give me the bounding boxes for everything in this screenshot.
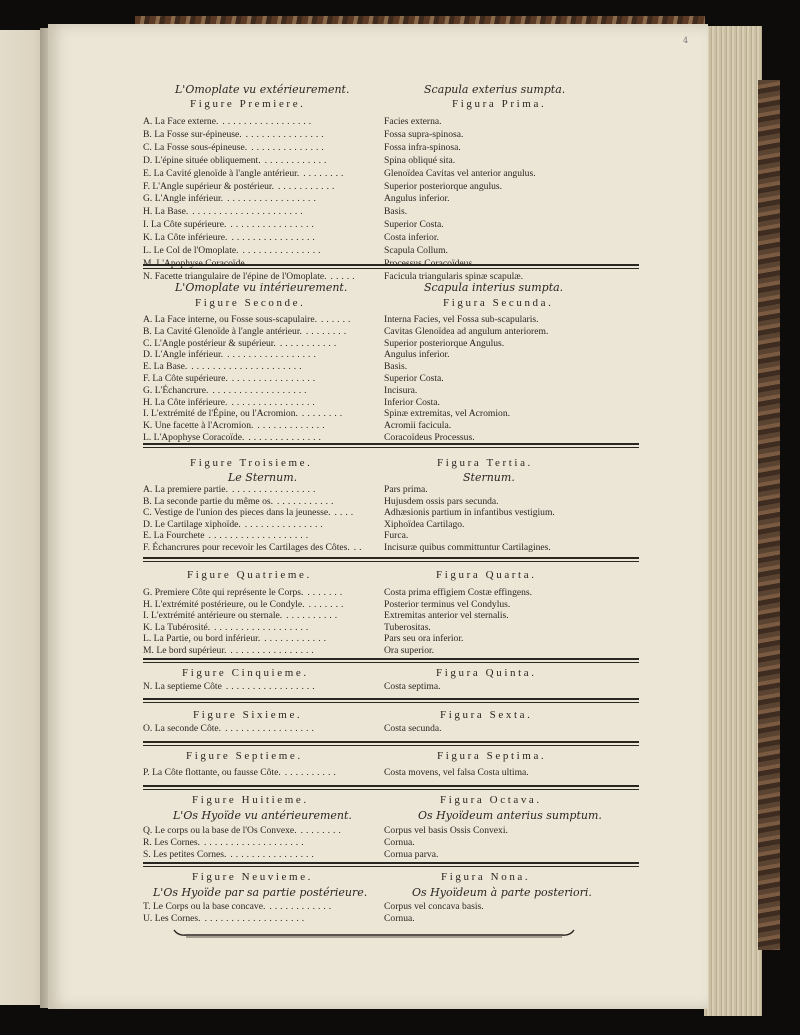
dot-leader: ................ [230,645,317,656]
french-entry: G. L'Angle inférieur. [143,193,224,205]
french-entry: I. La Côte supérieure. [143,219,227,231]
french-entry: N. Facette triangulaire de l'épine de l'Omoplate. [143,270,327,282]
dot-leader: .................. [212,384,310,396]
legend-row [143,723,575,736]
dot-leader: ..... [330,270,358,282]
figure-title-french: Figure Cinquieme. [182,667,309,679]
latin-entry: Acromii facicula. [384,420,452,432]
dot-leader: ........... [279,337,340,349]
french-entry: Q. Le corps ou la base de l'Os Convexe. [143,825,297,836]
latin-entry: Cornua. [384,912,415,924]
french-entry: F. L'Angle supérieur & postérieur. [143,180,274,192]
latin-entry: Superior Costa. [384,373,444,384]
french-entry: B. La Fosse sur-épineuse. [143,128,242,140]
dot-leader: ................ [231,373,319,384]
dot-leader: ............ [269,901,335,912]
latin-entry: Fossa infra-spinosa. [384,141,461,153]
figure-title-latin: Figura Septima. [437,750,547,762]
french-entry: B. La seconde partie du même os. [143,495,274,507]
latin-entry: Corpus vel basis Ossis Convexi. [384,825,508,836]
latin-entry: Hujusdem ossis pars secunda. [384,495,499,507]
latin-entry: Posterior terminus vel Condylus. [384,598,511,610]
legend-row [143,542,575,555]
legend-row [143,219,575,232]
latin-entry: Facies externa. [384,116,442,127]
page-number: 4 [683,36,689,45]
book-cover-edge [758,80,780,950]
figure-title-french: Figure Huitieme. [192,794,309,806]
french-entry: D. L'Angle inférieur. [143,349,224,361]
subtitle-french: L'Os Hyoïde par sa partie postérieure. [153,886,368,899]
french-entry: D. Le Cartilage xiphoïde. [143,518,241,530]
latin-entry: Scapula Collum. [384,245,448,256]
closing-ornament [172,928,576,940]
latin-entry: Facicula triangularis spinæ scapulæ. [384,270,524,282]
french-entry: E. La Fourchete [143,530,205,542]
dot-leader: ................ [231,232,318,244]
figure-title-french: Figure Seconde. [195,297,306,309]
section-divider [143,443,639,448]
latin-entry: Angulus inferior. [384,349,450,361]
dot-leader: .................. [214,621,312,633]
latin-entry: Basis. [384,206,408,218]
dot-leader: .......... [286,610,341,622]
legend-row [143,232,575,245]
dot-leader: ................ [230,848,317,860]
figure-title-latin: Figura Octava. [440,794,542,806]
legend-row [143,155,575,168]
latin-entry: Inferior Costa. [384,396,440,408]
french-entry: O. La seconde Côte. [143,723,222,734]
french-entry: G. L'Échancrure. [143,384,209,396]
dot-leader: ................... [208,530,312,542]
section-divider [143,785,639,790]
dot-leader: ............... [244,518,326,530]
latin-entry: Cornua. [384,836,415,848]
latin-entry: Incisura. [384,384,418,396]
dot-leader: ..................... [191,361,305,373]
french-entry: L. L'Apophyse Coracoïde. [143,432,245,443]
figure-title-latin: Figura Nona. [441,871,531,883]
french-entry: H. La Base. [143,206,189,218]
section-divider [143,658,639,663]
legend-row [143,181,575,194]
latin-entry: Angulus inferior. [384,193,450,205]
french-entry: A. La Face externe. [143,116,219,127]
french-entry: M. Le bord supérieur. [143,645,227,656]
dot-leader: ........ [303,167,347,179]
french-entry: K. La Tubérosité. [143,621,211,633]
french-entry: P. La Côte flottante, ou fausse Côte. [143,767,281,778]
dot-leader: .............. [248,432,324,443]
dot-leader: .......... [284,767,339,778]
french-entry: D. L'épine située obliquement. [143,154,261,166]
french-entry: C. La Fosse sous-épineuse. [143,141,248,153]
latin-entry: Costa prima effigiem Costæ effingens. [384,587,533,598]
figure-title-latin: Figura Quinta. [436,667,537,679]
legend-row [143,142,575,155]
dot-leader: ................. [222,116,315,127]
figure-title-latin: Figura Tertia. [437,457,533,469]
subtitle-latin: Scapula exterius sumpta. [424,83,566,96]
legend-row [143,849,575,862]
figure-title-french: Figure Troisieme. [190,457,313,469]
latin-entry: Superior Costa. [384,219,444,231]
legend-row [143,913,575,926]
figure-title-latin: Figura Sexta. [440,709,533,721]
dot-leader: ........ [301,408,346,420]
latin-entry: Ora superior. [384,645,435,656]
french-entry: M. L'Apophyse Coracoïde. [143,257,248,269]
french-entry: I. L'extrémité antérieure ou sternale. [143,610,283,622]
latin-entry: Extremitas anterior vel sternalis. [384,610,509,622]
french-entry: N. La septieme Côte [143,681,222,692]
french-entry: F. La Côte supérieure. [143,373,228,384]
latin-entry: Incisuræ quibus committuntur Cartilagines. [384,542,551,553]
legend-row [143,767,575,780]
legend-row [143,116,575,129]
subtitle-latin: Os Hyoïdeum à parte posteriori. [412,886,592,899]
section-divider [143,264,639,269]
french-entry: G. Premiere Côte qui représente le Corps. [143,587,304,598]
french-entry: K. Une facette à l'Acromion. [143,420,254,432]
dot-leader: ............. [257,420,328,432]
dot-leader: ................... [204,912,308,924]
figure-title-french: Figure Premiere. [190,98,306,110]
dot-leader: ............ [264,154,330,166]
french-entry: H. L'extrémité postérieure, ou le Condyle. [143,598,305,610]
french-entry: B. La Cavité Glenoïde à l'angle antérieur. [143,325,302,337]
latin-entry: Costa movens, vel falsa Costa ultima. [384,767,529,778]
legend-row [143,245,575,258]
subtitle-latin: Os Hyoïdeum anterius sumptum. [418,809,602,822]
legend-row [143,168,575,181]
latin-entry: Costa inferior. [384,232,439,244]
french-entry: R. Les Cornes. [143,836,201,848]
figure-title-french: Figure Quatrieme. [187,569,312,581]
page-stack-edge [704,26,762,1016]
latin-entry: Fossa supra-spinosa. [384,128,464,140]
latin-entry: Superior posteriorque Angulus. [384,337,505,349]
latin-entry: Spina obliqué sita. [384,154,456,166]
dot-leader: ................. [225,723,317,734]
subtitle-french: L'Omoplate vu extérieurement. [175,83,350,96]
legend-row [143,193,575,206]
section-divider [143,862,639,867]
dot-leader: .............. [251,141,327,153]
latin-entry: Processus Coracoïdeus. [384,257,475,269]
section-divider [143,557,639,562]
legend-row [143,645,575,658]
latin-entry: Furca. [384,530,409,542]
latin-entry: Interna Facies, vel Fossa sub-scapularis. [384,314,539,325]
dot-leader: ................ [231,396,318,408]
dot-leader: ..................... [192,206,306,218]
figure-title-latin: Figura Secunda. [443,297,554,309]
latin-entry: Adhæsionis partium in infantibus vestigium. [384,507,555,519]
dot-leader: ........... [277,495,337,507]
dot-leader: ................ [231,484,319,495]
dot-leader: ............... [242,245,324,256]
latin-entry: Tuberositas. [384,621,431,633]
french-entry: C. Vestige de l'union des pieces dans la jeunesse. [143,507,331,519]
french-entry: L. La Partie, ou bord inférieur. [143,633,261,645]
dot-leader: ....... [308,598,347,610]
french-entry: I. L'extrémité de l'Épine, ou l'Acromion. [143,408,298,420]
legend-row [143,681,575,694]
latin-entry: Spinæ extremitas, vel Acromion. [384,408,511,420]
dot-leader: ................... [204,836,307,848]
figure-title-french: Figure Sixieme. [193,709,303,721]
french-entry: F. Échancrures pour recevoir les Cartilages des Côtes. [143,542,350,553]
french-entry: L. Le Col de l'Omoplate. [143,245,239,256]
latin-entry: Corpus vel concava basis. [384,901,484,912]
dot-leader: ................. [227,193,319,205]
french-entry: C. L'Angle postérieur & supérieur. [143,337,276,349]
dot-leader: ................ [230,219,317,231]
french-entry: T. Le Corps ou la base concave. [143,901,266,912]
french-entry: E. La Cavité glenoïde à l'angle antérieur. [143,167,300,179]
legend-row [143,129,575,142]
dot-leader: ........... [277,180,338,192]
latin-entry: Costa secunda. [384,723,442,734]
dot-leader: ...... [320,314,354,325]
subtitle-latin: Sternum. [463,471,515,484]
latin-entry: Basis. [384,361,408,373]
latin-entry: Cavitas Glenoïdea ad angulum anteriorem. [384,325,549,337]
latin-entry: Glenoïdea Cavitas vel anterior angulus. [384,167,536,179]
dot-leader: ................. [225,681,318,692]
french-entry: K. La Côte inférieure. [143,232,228,244]
latin-entry: Cornua parva. [384,848,439,860]
legend-row [143,206,575,219]
french-entry: H. La Côte inférieure. [143,396,228,408]
latin-entry: Superior posteriorque angulus. [384,180,503,192]
section-divider [143,741,639,746]
french-entry: E. La Base. [143,361,188,373]
section-divider [143,698,639,703]
dot-leader: .... [334,507,357,519]
dot-leader: .. [353,542,365,553]
latin-entry: Coracoïdeus Processus. [384,432,475,443]
dot-leader: .............. [251,257,327,269]
french-entry: S. Les petites Cornes. [143,848,227,860]
dot-leader: ............... [245,128,327,140]
latin-entry: Pars prima. [384,484,428,495]
subtitle-latin: Scapula interius sumpta. [424,281,564,294]
dot-leader: ............ [264,633,329,645]
subtitle-french: L'Os Hyoïde vu antérieurement. [173,809,352,822]
dot-leader: ................. [227,349,319,361]
latin-entry: Pars seu ora inferior. [384,633,464,645]
latin-entry: Costa septima. [384,681,441,692]
french-entry: A. La Face interne, ou Fosse sous-scapulaire. [143,314,317,325]
figure-title-french: Figure Neuvieme. [192,871,314,883]
dot-leader: ........ [300,825,344,836]
latin-entry: Xiphoïdea Cartilago. [384,518,465,530]
french-entry: A. La premiere partie. [143,484,228,495]
figure-title-latin: Figura Quarta. [436,569,537,581]
french-entry: U. Les Cornes. [143,912,201,924]
figure-title-french: Figure Septieme. [186,750,303,762]
subtitle-french: L'Omoplate vu intérieurement. [175,281,348,294]
dot-leader: ....... [307,587,346,598]
dot-leader: ........ [305,325,350,337]
figure-title-latin: Figura Prima. [452,98,547,110]
subtitle-french: Le Sternum. [228,471,298,484]
